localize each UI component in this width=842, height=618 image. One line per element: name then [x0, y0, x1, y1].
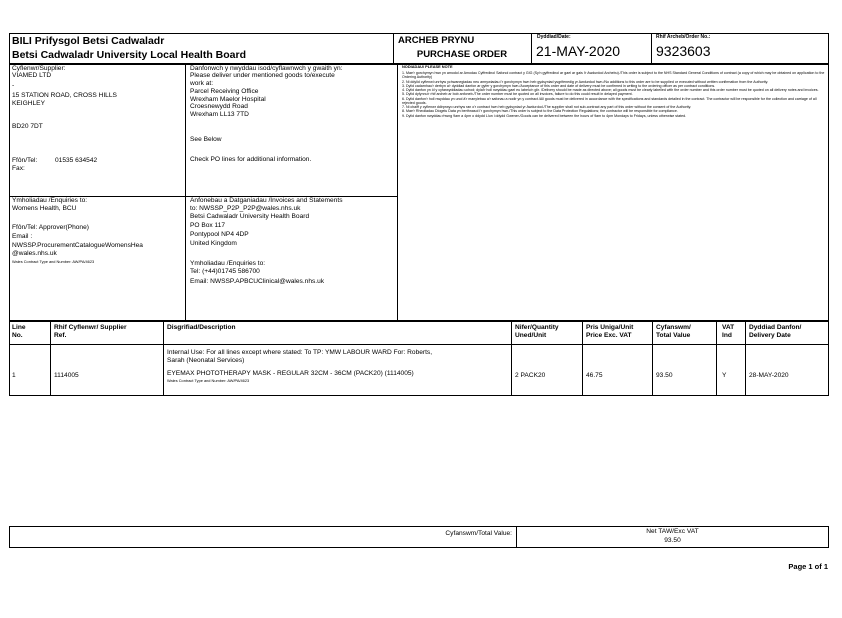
enquiries-email-value: NWSSP.ProcurementCatalogueWomensHea @wales.nhs.uk — [12, 242, 143, 257]
notes-list — [402, 71, 826, 118]
col-header-delivery-date: Dyddiad Danfon/ Delivery Date — [749, 324, 802, 339]
note-item: 4. Dylid danfon yn ôl y cyfarwyddiadau uchod; dylai'r holl nwyddau gael eu labelu'n glir. /Delivery should be made as directed above; all goods must be clearly labelled with the order number and this order number must be quoted on all delivery notes and invoices. — [402, 88, 819, 92]
order-no-label: Rhif Archeb/Order No.: — [656, 34, 711, 40]
col-header-vat: VAT Ind — [722, 324, 735, 339]
totals-net-label: Net TAW/Exc VAT — [646, 528, 699, 535]
row-quantity: 2 PACK20 — [515, 372, 546, 379]
col-header-unit-price: Pris Uniga/Unit Price Exc. VAT — [586, 324, 634, 339]
note-item: 8. Mae'r Rheoliadau Diogelu Data yn berthnasol i'r gorchymyn hwn./This order is subject to the Data Protection Regulations; the contractor will be responsible for compliance. — [402, 109, 678, 114]
col-header-quantity: Nifer/Quantity Uned/Unit — [515, 324, 559, 339]
supplier-phone-label: Ffôn/Tel: — [12, 157, 38, 164]
delivery-address: Parcel Receiving Office Wrexham Maelor Hospital Croesnewydd Road Wrexham LL13 7TD — [190, 88, 266, 118]
doc-title-welsh: ARCHEB PRYNU — [398, 35, 475, 46]
supplier-label: Cyflenwr/Supplier: — [12, 65, 66, 72]
org-name-english: Betsi Cadwaladr University Local Health Board — [12, 49, 246, 61]
delivery-label-welsh: Danfonwch y nwyddau isod/cyflawnwch y gwaith yn: — [190, 65, 343, 72]
delivery-label-english: Please deliver under mentioned goods to/execute — [190, 72, 335, 79]
enquiries-contract: Wales Contract Type and Number: AW/PA/4623 — [12, 259, 95, 264]
doc-title-english: PURCHASE ORDER — [416, 49, 508, 60]
col-header-description: Disgrifiad/Description — [167, 324, 236, 331]
invoices-enquiries-label: Ymholiadau /Enquiries to: — [190, 260, 266, 267]
page-number: Page 1 of 1 — [788, 562, 828, 571]
invoices-line-5: United Kingdom — [190, 240, 237, 247]
delivery-label-work: work at: — [190, 80, 214, 87]
note-item: 2. Ni ddylid cyflenwi unrhyw ychwanegiadau neu amrywiadau i'r gorchymyn hwn heb gydsyniad ysgrifenedig yr Awdurdod hwn./No additions to this order are to be supplied or executed without written confirmation from the Authority. — [402, 79, 769, 84]
note-item: 3. Dylid cadarnhau'r derbyn a'r dyddiad danfon ar gyfer y gorchymyn hwn./Acceptance of this order and date of delivery must be confirmed in writing to the ordering officer as per contract conditions. — [402, 83, 716, 88]
row-delivery-date: 28-MAY-2020 — [749, 372, 789, 379]
note-item: 7. Ni chaiff y cyflenwr ddirprwyo unrhyw ran o'r contract hwn heb gydsyniad yr Awdurdod./The supplier shall not sub-contract any part of this order without the consent of the Authority. — [402, 105, 692, 109]
date-value: 21-MAY-2020 — [536, 43, 621, 59]
note-item: 9. Dylid danfon nwyddau rhwng 9am a 4pm o ddydd Llun i ddydd Gwener./Goods can be delivered between the hours of 9am to 4pm Mondays to Fridays, unless otherwise stated. — [402, 113, 687, 118]
supplier-postcode: BD20 7DT — [12, 123, 43, 130]
invoices-line-1: to: NWSSP_P2P_P2P@wales.nhs.uk — [190, 205, 301, 212]
delivery-see-below: See Below — [190, 136, 222, 143]
org-name-welsh: BILI Prifysgol Betsi Cadwaladr — [12, 35, 165, 47]
invoices-line-3: PO Box 117 — [190, 222, 226, 229]
date-label: Dyddiad/Date: — [537, 34, 571, 40]
col-header-line: Line No. — [12, 324, 26, 339]
supplier-address-2: KEIGHLEY — [12, 100, 45, 107]
totals-net-value: 93.50 — [664, 537, 681, 544]
col-header-supplier-ref: Rhif Cyflenwr/ Supplier Ref. — [54, 324, 127, 339]
row-vat-ind: Y — [722, 372, 727, 379]
invoices-enquiries-tel: Tel: (+44)01745 586700 — [190, 268, 260, 275]
note-item: 5. Dylid dyfynnu'r rhif archeb ar bob anfoneb./The order number must be quoted on all invoices, failure to do this could result in delayed payment. — [402, 92, 633, 97]
enquiries-value: Womens Health, BCU — [12, 205, 77, 212]
note-item: 6. Dylid danfon'r holl nwyddau yn unol â'r manylebau a'r safonau a nodir yn y contract./All goods must be delivered in accordance with the specifications and standards detailed in the contract. The contractor will be responsible for the collection and carriage of all rejected goods. — [402, 96, 817, 105]
row-unit-price: 46.75 — [586, 372, 603, 379]
row-description: EYEMAX PHOTOTHERAPY MASK - REGULAR 32CM - 36CM (PACK20) (1114005) — [167, 370, 414, 377]
note-item: 1. Mae'r gorchymyn hwn yn amodol ar Amodau Cyffredinol Safonol contract y GIG (Sy'n gyffredinol ar gael ar gais i'r Awdurdod Archebu)./This order is subject to the NHS Standard General Conditions of contract (a copy of which may be obtained on application to the Ordering Authority) — [402, 71, 825, 80]
row-total: 93.50 — [656, 372, 673, 379]
notes-title: NODIADAU/ PLEASE NOTE — [402, 64, 453, 69]
row-supplier-ref: 1114005 — [54, 372, 79, 379]
supplier-address-1: 15 STATION ROAD, CROSS HILLS — [12, 92, 117, 99]
row-line-no: 1 — [12, 372, 16, 379]
invoices-label: Anfonebau a Datganiadau /Invoices and Statements — [190, 197, 343, 204]
row-internal-use: Internal Use: For all lines except where stated: To TP: YMW LABOUR WARD For: Roberts, Sarah (Neonatal Services) — [167, 349, 433, 364]
enquiries-email-label: Email : — [12, 233, 33, 240]
invoices-line-4: Pontypool NP4 4DP — [190, 231, 249, 238]
invoices-line-2: Betsi Cadwaladr University Health Board — [190, 213, 310, 220]
supplier-name: VIAMED LTD — [12, 72, 52, 79]
enquiries-phone: Ffôn/Tel: Approver(Phone) — [12, 224, 89, 231]
supplier-dash: - — [12, 82, 15, 89]
delivery-check-po: Check PO lines for additional information. — [190, 156, 312, 163]
supplier-fax-label: Fax: — [12, 165, 25, 172]
totals-label: Cyfanswm/Total Value: — [445, 530, 512, 537]
col-header-total: Cyfanswm/ Total Value — [656, 324, 691, 339]
row-contract: Wales Contract Type and Number: AW/PA/4623 — [167, 378, 250, 383]
enquiries-label: Ymholiadau /Enquiries to: — [12, 197, 88, 204]
invoices-enquiries-email: Email: NWSSP.APBCUClinical@wales.nhs.uk — [190, 278, 325, 285]
supplier-phone-value: 01535 634542 — [55, 157, 98, 164]
order-no-value: 9323603 — [656, 43, 711, 59]
